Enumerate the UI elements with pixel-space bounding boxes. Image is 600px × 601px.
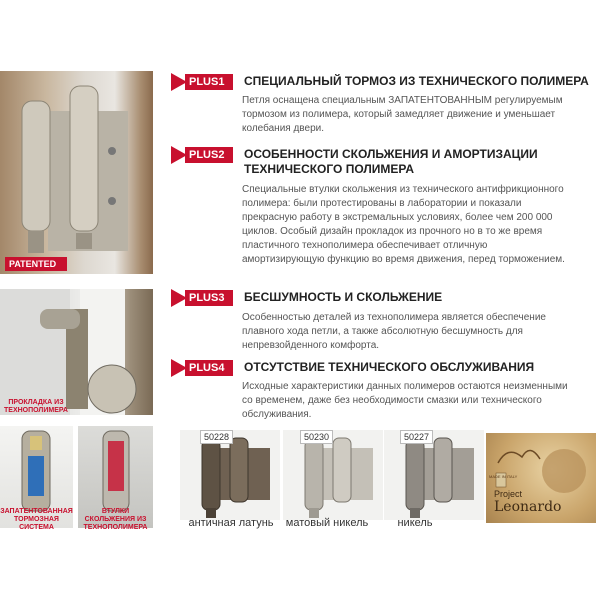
pad-caption: ПРОКЛАДКА ИЗ ТЕХНОПОЛИМЕРА	[4, 399, 68, 414]
plus1-badge	[171, 73, 233, 91]
plus3-title: БЕСШУМНОСТЬ И СКОЛЬЖЕНИЕ	[244, 290, 443, 304]
plus3-body: Особенностью деталей из технополимера является обеспечение плавного хода петли, а также абсолютную бесшумность для непревзойденного комфорта.	[242, 312, 546, 351]
plus1-title: СПЕЦИАЛЬНЫЙ ТОРМОЗ ИЗ ТЕХНИЧЕСКОГО ПОЛИМЕРА	[244, 74, 589, 88]
plus2-title-line1: ОСОБЕННОСТИ СКОЛЬЖЕНИЯ И АМОРТИЗАЦИИ	[244, 147, 538, 161]
brand-line2: Leonardo	[494, 499, 562, 515]
plus2-title-line2: ТЕХНИЧЕСКОГО ПОЛИМЕРА	[244, 162, 415, 176]
plus3-badge	[171, 289, 233, 307]
finish-nickel-photo	[384, 430, 484, 520]
project-leonardo-logo	[486, 433, 596, 523]
plus4-badge	[171, 359, 233, 377]
hinge-photo-pad	[0, 289, 153, 415]
patented-badge: PATENTED	[5, 257, 67, 271]
plus4-label: PLUS4	[185, 360, 233, 376]
hinge-photo-main	[0, 71, 153, 274]
code-badge: 50230	[300, 430, 333, 444]
hinge-nickel-icon	[384, 430, 484, 520]
code-badge: 50227	[400, 430, 433, 444]
plus2-label: PLUS2	[185, 147, 233, 163]
plus3-label: PLUS3	[185, 290, 233, 306]
hinge-illustration	[0, 71, 153, 274]
plus1-label: PLUS1	[185, 74, 233, 90]
plus1-body: Петля оснащена специальным ЗАПАТЕНТОВАННЫМ регулируемым тормозом из полимера, который замедляет движение и уменьшает колебания двери.	[242, 95, 563, 134]
finish-label: никель	[397, 517, 433, 529]
code-badge: 50228	[200, 430, 233, 444]
finish-label: матовый никель	[285, 517, 369, 529]
brake-caption: ЗАПАТЕНТОВАННАЯ ТОРМОЗНАЯ СИСТЕМА	[0, 508, 73, 531]
finish-label: античная латунь	[188, 517, 274, 529]
brand-line1: Project	[494, 489, 523, 499]
plus2-badge	[171, 146, 233, 164]
bushing-caption: ВТУЛКИ СКОЛЬЖЕНИЯ ИЗ ТЕХНОПОЛИМЕРА	[83, 508, 148, 531]
made-in-italy: MADE IN ITALY	[489, 474, 518, 479]
pad-illustration	[0, 289, 153, 415]
plus2-body: Специальные втулки скольжения из технического антифрикционного полимера: были протестированы в лаборатории и показали прекрасную работу в экстремальных условиях, более чем 200 000 циклов. Особый дизайн прокладок из прочного но в то же время пластичного технополимера обеспечивает отличную амортизирующую функцию во время движения, перед торможением.	[242, 184, 565, 265]
plus4-title: ОТСУТСТВИЕ ТЕХНИЧЕСКОГО ОБСЛУЖИВАНИЯ	[244, 360, 535, 374]
plus4-body: Исходные характеристики данных полимеров остаются неизменными со временем, даже без необходимости смазки или технического обслуживания.	[242, 381, 568, 420]
